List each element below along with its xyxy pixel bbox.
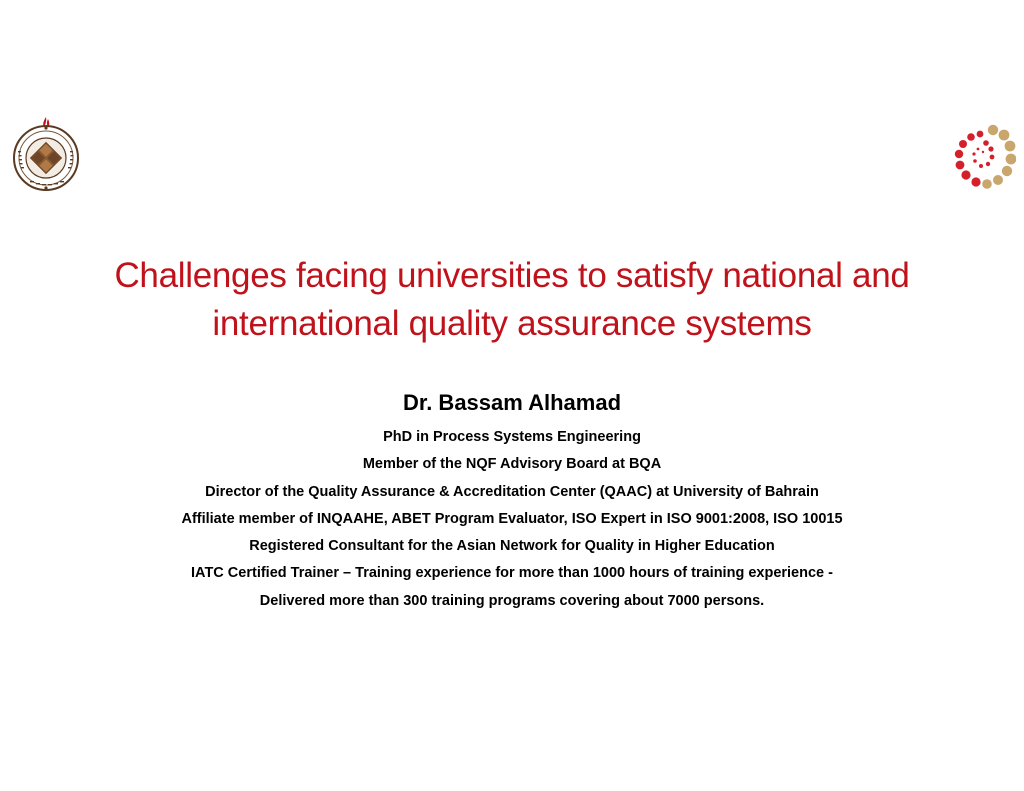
credential-line: Member of the NQF Advisory Board at BQA <box>362 456 662 473</box>
logo-dot <box>982 151 984 153</box>
presenter-credentials <box>40 424 984 615</box>
credential-line: Affiliate member of INQAAHE, ABET Program Evaluator, ISO Expert in ISO 9001:2008, ISO 10015 <box>181 510 843 527</box>
logo-dot <box>999 130 1010 141</box>
presenter-name: Dr. Bassam Alhamad <box>402 390 622 415</box>
logo-dot <box>993 175 1003 185</box>
logo-dot <box>983 140 989 146</box>
logo-dot <box>986 162 990 166</box>
logo-dot <box>977 131 984 138</box>
logo-dot <box>982 179 992 189</box>
logo-dot <box>961 170 970 179</box>
credential-line: Director of the Quality Assurance & Accreditation Center (QAAC) at University of Bahrain <box>205 483 819 500</box>
quality-dots-logo-icon <box>950 124 1016 194</box>
logo-dot <box>1002 166 1012 176</box>
logo-dot <box>971 177 980 186</box>
logo-dot <box>972 152 975 155</box>
logo-dot <box>956 161 965 170</box>
logo-dot <box>955 150 963 158</box>
logo-dot <box>1005 141 1016 152</box>
university-seal-icon <box>10 115 82 193</box>
logo-dot <box>979 164 983 168</box>
credential-line: IATC Certified Trainer – Training experience for more than 1000 hours of training experience - <box>191 565 833 582</box>
logo-dot <box>977 148 980 151</box>
logo-dot <box>959 140 967 148</box>
credential-line: Delivered more than 300 training programs covering about 7000 persons. <box>259 592 765 609</box>
logo-dot <box>988 125 998 135</box>
credential-line: Registered Consultant for the Asian Network for Quality in Higher Education <box>249 538 775 555</box>
slide-title-line-1: Challenges facing universities to satisfy national and <box>114 256 910 295</box>
slide-title <box>40 252 984 348</box>
logo-dot <box>973 159 977 163</box>
logo-dot <box>990 155 995 160</box>
logo-dot <box>1006 154 1016 165</box>
credential-line: PhD in Process Systems Engineering <box>383 429 641 445</box>
logo-dot <box>988 146 993 151</box>
logo-dot <box>967 133 975 141</box>
slide-title-line-2: international quality assurance systems <box>212 304 812 343</box>
